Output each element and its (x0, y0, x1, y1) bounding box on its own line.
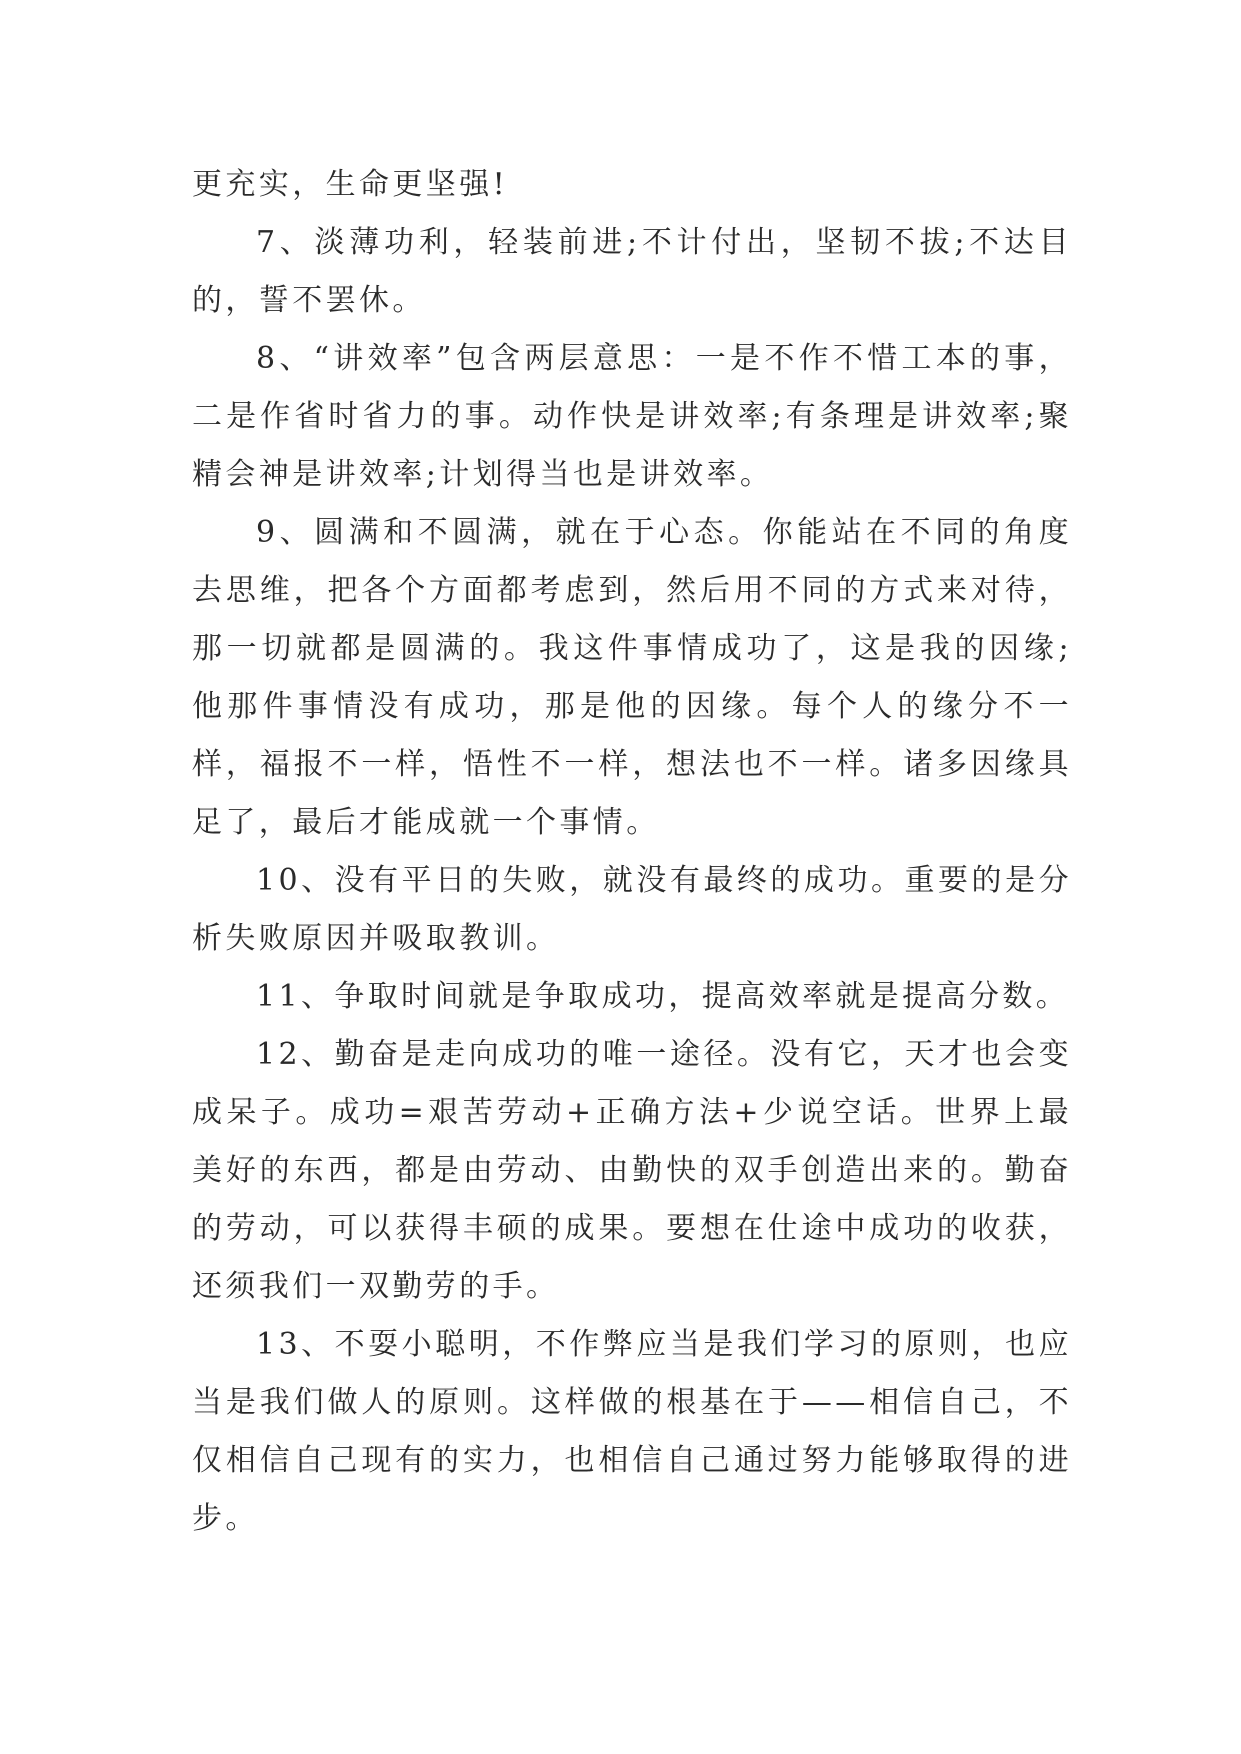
paragraph-7: 7、淡薄功利，轻装前进;不计付出，坚韧不拔;不达目的，誓不罢休。 (192, 225, 1072, 318)
paragraph-8: 8、“讲效率”包含两层意思：一是不作不惜工本的事，二是作省时省力的事。动作快是讲效率;有条理是讲效率;聚精会神是讲效率;计划得当也是讲效率。 (192, 341, 1072, 492)
paragraph-13: 13、不耍小聪明，不作弊应当是我们学习的原则，也应当是我们做人的原则。这样做的根基在于——相信自己，不仅相信自己现有的实力，也相信自己通过努力能够取得的进步。 (192, 1327, 1072, 1536)
paragraph-11: 11、争取时间就是争取成功，提高效率就是提高分数。 (256, 979, 1070, 1014)
paragraph-continuation: 更充实，生命更坚强! (192, 167, 509, 202)
document-body (192, 156, 1072, 1548)
paragraph-10: 10、没有平日的失败，就没有最终的成功。重要的是分析失败原因并吸取教训。 (192, 863, 1072, 956)
paragraph-9: 9、圆满和不圆满，就在于心态。你能站在不同的角度去思维，把各个方面都考虑到，然后用不同的方式来对待，那一切就都是圆满的。我这件事情成功了，这是我的因缘;他那件事情没有成功，那是他的因缘。每个人的缘分不一样，福报不一样，悟性不一样，想法也不一样。诸多因缘具足了，最后才能成就一个事情。 (192, 515, 1072, 840)
paragraph-12: 12、勤奋是走向成功的唯一途径。没有它，天才也会变成呆子。成功=艰苦劳动+正确方法+少说空话。世界上最美好的东西，都是由劳动、由勤快的双手创造出来的。勤奋的劳动，可以获得丰硕的成果。要想在仕途中成功的收获，还须我们一双勤劳的手。 (192, 1037, 1072, 1304)
